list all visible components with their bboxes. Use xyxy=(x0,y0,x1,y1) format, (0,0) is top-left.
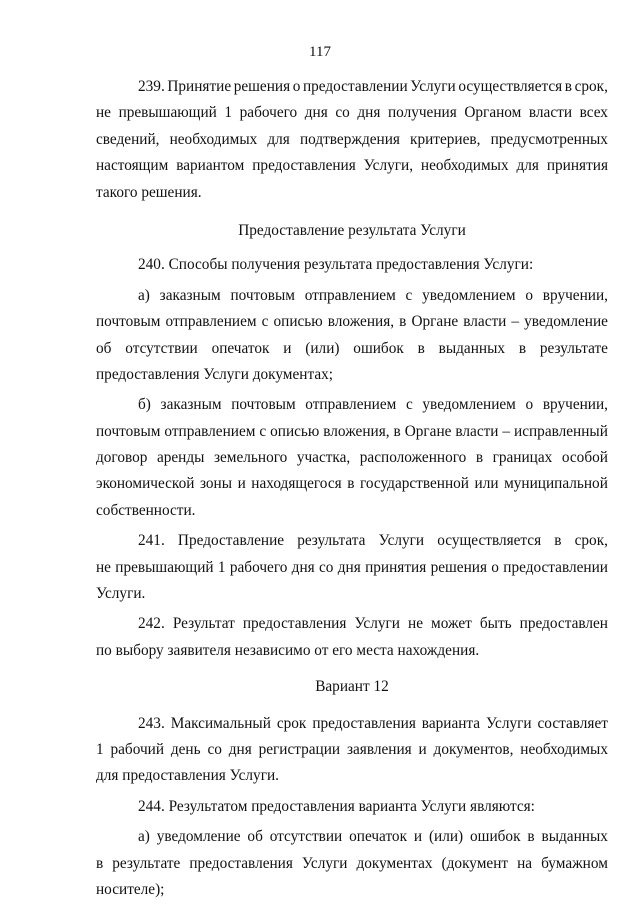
text-line: сведений, необходимых для подтверждения критериев, предусмотренных xyxy=(96,130,608,148)
text-line: экономической зоны и находящегося в государственной или муниципальной xyxy=(96,475,608,493)
text-line: не превышающий 1 рабочего дня со дня принятия решения о предоставлении xyxy=(96,558,608,576)
spacer xyxy=(96,206,608,218)
paragraph xyxy=(96,611,608,664)
paragraph xyxy=(96,824,608,903)
text-line: договор аренды земельного участка, расположенного в границах особой xyxy=(96,449,608,467)
paragraph xyxy=(96,252,608,278)
text-line: 242. Результат предоставления Услуги не может быть предоставлен xyxy=(138,615,608,633)
text-line: об отсутствии опечаток и (или) ошибок в выданных в результате xyxy=(96,339,608,357)
text-line: почтовым отправлением с описью вложения, в Органе власти – исправленный xyxy=(96,422,608,440)
text-line: 239. Принятие решения о предоставлении Услуги осуществляется в срок, xyxy=(138,78,608,95)
text-line: почтовым отправлением с описью вложения, в Органе власти – уведомление xyxy=(96,313,608,331)
text-line: в результате предоставления Услуги документах (документ на бумажном xyxy=(96,854,608,872)
paragraph xyxy=(96,528,608,607)
text-line: такого решения. xyxy=(96,183,202,201)
text-line: настоящим вариантом предоставления Услуги, необходимых для принятия xyxy=(96,157,608,175)
text-line: собственности. xyxy=(96,501,196,519)
page-number: 117 xyxy=(309,44,331,60)
spacer xyxy=(96,701,608,711)
paragraph xyxy=(96,74,608,206)
text-line: носителе); xyxy=(96,880,165,898)
text-line: 240. Способы получения результата предоставления Услуги: xyxy=(138,256,534,274)
text-line: для предоставления Услуги. xyxy=(96,767,279,785)
spacer xyxy=(96,664,608,674)
paragraph xyxy=(96,283,608,389)
section-heading: Вариант 12 xyxy=(315,678,389,696)
text-line: 1 рабочий день со дня регистрации заявления и документов, необходимых xyxy=(96,740,608,758)
text-line: предоставления Услуги документах; xyxy=(96,365,334,383)
text-line: 241. Предоставление результата Услуги осуществляется в срок, xyxy=(138,532,608,550)
text-line: 244. Результатом предоставления варианта Услуги являются: xyxy=(138,797,535,815)
text-line: по выбору заявителя независимо от его места нахождения. xyxy=(96,641,480,659)
paragraph xyxy=(96,392,608,524)
paragraph xyxy=(96,794,608,820)
section-heading: Предоставление результата Услуги xyxy=(238,221,466,239)
text-line: а) уведомление об отсутствии опечаток и (или) ошибок в выданных xyxy=(138,828,608,846)
text-line: не превышающий 1 рабочего дня со дня получения Органом власти всех xyxy=(96,104,608,122)
text-line: Услуги. xyxy=(96,585,146,603)
text-line: б) заказным почтовым отправлением с уведомлением о вручении, xyxy=(138,396,608,414)
text-line: 243. Максимальный срок предоставления варианта Услуги составляет xyxy=(138,714,608,732)
spacer xyxy=(96,244,608,252)
paragraph xyxy=(96,711,608,790)
document-body xyxy=(96,74,608,903)
text-line: а) заказным почтовым отправлением с уведомлением о вручении, xyxy=(138,286,608,304)
